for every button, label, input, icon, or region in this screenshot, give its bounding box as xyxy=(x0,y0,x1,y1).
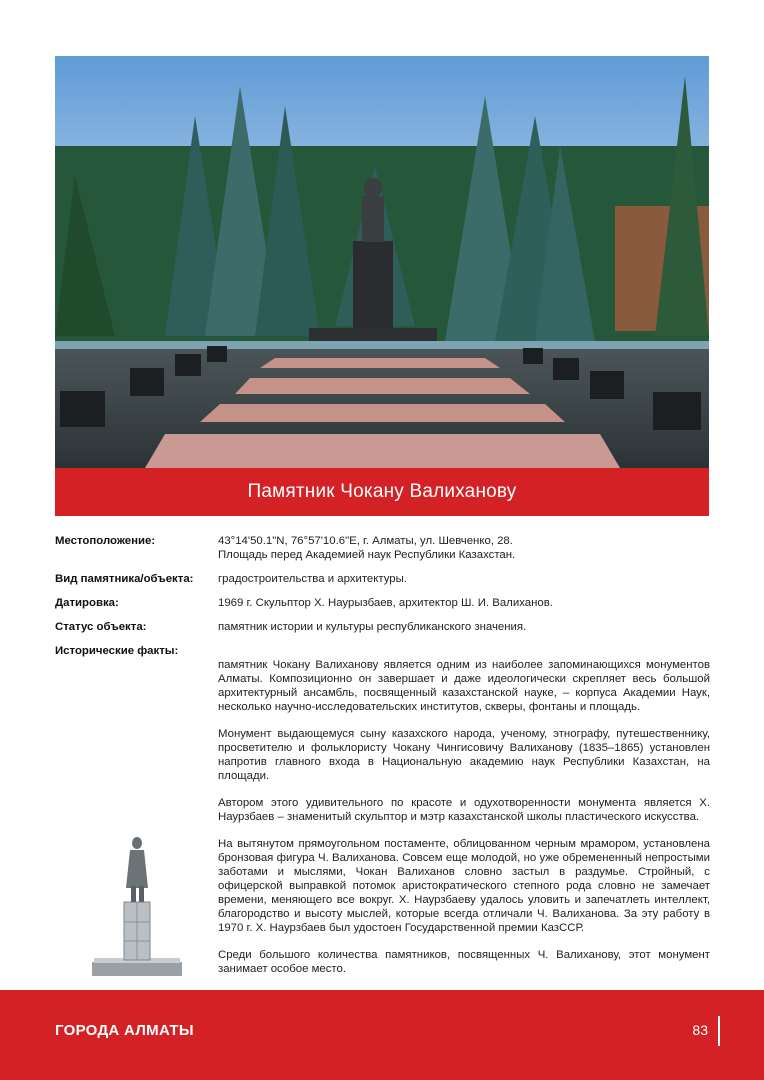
fact-paragraph: Среди большого количества памятников, посвященных Ч. Валиханову, этот монумент занимает особое место. xyxy=(218,949,710,975)
fact-paragraph: Монумент выдающемуся сыну казахского народа, ученому, этнографу, путешественнику, просветителю и фольклористу Чокану Чингисовичу Валиханову (1835–1865) установлен напротив главного входа в Национальную академию наук Республики Казахстан, на площади. xyxy=(218,728,710,782)
detail-row-dating xyxy=(55,596,709,610)
page-number: 83 xyxy=(692,1022,708,1038)
detail-label: Местоположение: xyxy=(55,535,156,547)
detail-value: 1969 г. Скульптор Х. Наурызбаев, архитектор Ш. И. Валиханов. xyxy=(218,597,553,609)
fact-paragraph: Автором этого удивительного по красоте и одухотворенности монумента является Х. Наурзбаев – знаменитый скульптор и мэтр казахстанской школы пластического искусства. xyxy=(218,797,710,823)
fact-paragraph: На вытянутом прямоугольном постаменте, облицованном черным мрамором, установлена бронзовая фигура Ч. Валиханова. Совсем еще молодой, но уже обремененный непростыми заботами и мыслями, Чокан Валиханов словно застыл в раздумье. Стройный, с офицерской выправкой потомок аристократического степного рода словно не замечает времени, меняющего все вокруг. Х. Наурзбаеву удалось уловить и запечатлеть интеллект, благородство и высоту мыслей, которые всегда отличали Ч. Валиханова. За эту работу в 1970 г. Х. Наурзбаев был удостоен Государственной премии КазССР. xyxy=(218,838,710,934)
detail-row-type xyxy=(55,572,709,586)
detail-row-status xyxy=(55,620,709,634)
location-coordinates: 43°14'50.1"N, 76°57'10.6"E, г. Алматы, ул. Шевченко, 28. xyxy=(218,535,513,547)
monument-title: Памятник Чокану Валиханову xyxy=(247,481,517,502)
detail-value: памятник истории и культуры республиканского значения. xyxy=(218,621,527,633)
detail-label: Вид памятника/объекта: xyxy=(55,573,194,585)
detail-label: Статус объекта: xyxy=(55,621,147,633)
historical-facts xyxy=(218,658,710,989)
page-title xyxy=(55,468,709,516)
monument-drawing xyxy=(88,826,188,978)
footer-city: ГОРОДА АЛМАТЫ xyxy=(55,1022,194,1039)
detail-label: Датировка: xyxy=(55,597,119,609)
details-list xyxy=(55,534,709,668)
location-description: Площадь перед Академией наук Республики Казахстан. xyxy=(218,549,516,561)
detail-row-location xyxy=(55,534,709,562)
detail-value xyxy=(218,534,709,562)
detail-label: Исторические факты: xyxy=(55,645,179,657)
detail-row-facts xyxy=(55,644,709,658)
fact-paragraph: памятник Чокану Валиханову является одним из наиболее запоминающихся монументов Алматы. Композиционно он завершает и даже идеологически скрепляет весь большой архитектурный ансамбль, посвященный казахстанской науке, – корпуса Академии Наук, несколько научно-исследовательских институтов, скверы, фонтаны и площадь. xyxy=(218,659,710,713)
footer-divider xyxy=(718,1016,720,1046)
footer xyxy=(0,990,764,1080)
monument-photo xyxy=(55,56,709,468)
detail-value: градостроительства и архитектуры. xyxy=(218,573,407,585)
